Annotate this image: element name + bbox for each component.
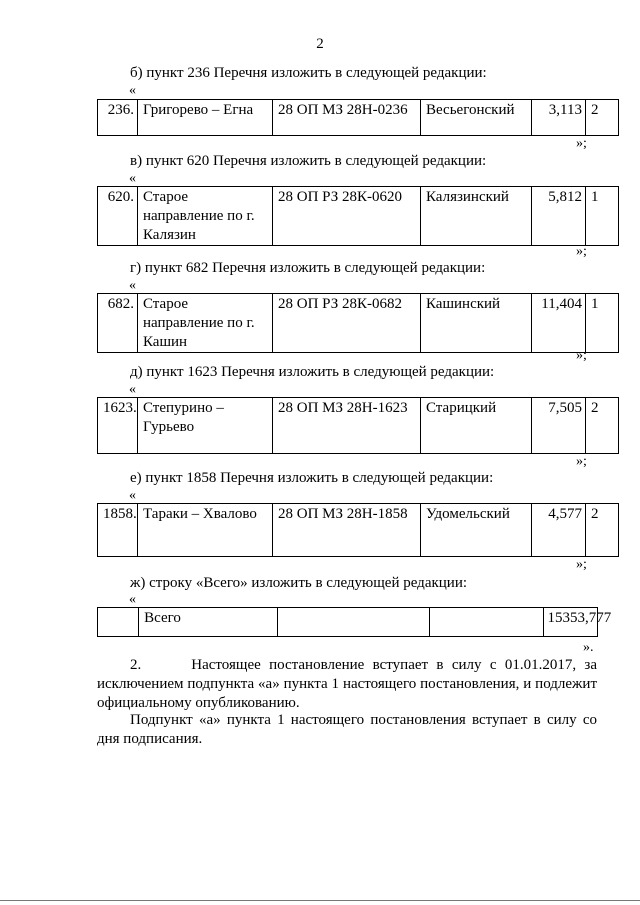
section-intro: ж) строку «Всего» изложить в следующей редакции:: [130, 575, 468, 591]
cell-category: 1: [586, 187, 619, 246]
cell-road-code: 28 ОП МЗ 28Н-1858: [273, 504, 421, 557]
cell-category: 2: [586, 100, 619, 136]
page-bottom-edge: [0, 900, 640, 901]
section-intro: в) пункт 620 Перечня изложить в следующей редакции:: [130, 153, 487, 169]
road-table: [97, 293, 619, 353]
cell-district: Удомельский: [421, 504, 532, 557]
cell-road-name: Старое направление по г. Кашин: [138, 294, 273, 353]
cell-number: [98, 608, 139, 637]
cell-length: 3,113: [532, 100, 586, 136]
close-quote: ».: [583, 640, 594, 655]
close-quote: »;: [576, 136, 587, 151]
open-quote: «: [129, 83, 136, 98]
open-quote: «: [129, 488, 136, 503]
cell-district: Калязинский: [421, 187, 532, 246]
cell-road-code: 28 ОП РЗ 28К-0620: [273, 187, 421, 246]
cell-road-code: 28 ОП МЗ 28Н-1623: [273, 398, 421, 454]
road-table: [97, 397, 619, 454]
section-intro: б) пункт 236 Перечня изложить в следующей редакции:: [130, 65, 487, 81]
cell-road-name: Григорево – Егна: [138, 100, 273, 136]
cell-length: 5,812: [532, 187, 586, 246]
cell-road-code: 28 ОП РЗ 28К-0682: [273, 294, 421, 353]
cell-category: 2: [586, 504, 619, 557]
cell-road-name: Старое направление по г. Калязин: [138, 187, 273, 246]
page-number: 2: [316, 36, 324, 52]
section-intro: д) пункт 1623 Перечня изложить в следующей редакции:: [130, 364, 495, 380]
cell-road-name: Тараки – Хвалово: [138, 504, 273, 557]
road-table: [97, 503, 619, 557]
table-row: [98, 294, 619, 353]
paragraph-3: Подпункт «а» пункта 1 настоящего постановления вступает в силу со дня подписания.: [97, 712, 597, 747]
cell-total-label: Всего: [139, 608, 278, 637]
open-quote: «: [129, 592, 136, 607]
close-quote: »;: [576, 557, 587, 572]
paragraph-2: 2. Настоящее постановление вступает в силу с 01.01.2017, за исключением подпункта «а» пункта 1 настоящего постановления, и подлежит официальному опубликованию.: [97, 657, 597, 711]
cell-road-code: 28 ОП МЗ 28Н-0236: [273, 100, 421, 136]
cell-district: [430, 608, 544, 637]
cell-number: 682.: [98, 294, 138, 353]
cell-length: 7,505: [532, 398, 586, 454]
section-intro: е) пункт 1858 Перечня изложить в следующей редакции:: [130, 470, 494, 486]
cell-number: 620.: [98, 187, 138, 246]
road-table: [97, 186, 619, 246]
cell-number: 1858.: [98, 504, 138, 557]
section-intro: г) пункт 682 Перечня изложить в следующей редакции:: [130, 260, 486, 276]
table-row: [98, 504, 619, 557]
cell-length: 4,577: [532, 504, 586, 557]
cell-district: Кашинский: [421, 294, 532, 353]
table-row: [98, 608, 598, 637]
table-row: [98, 187, 619, 246]
cell-category: 1: [586, 294, 619, 353]
open-quote: «: [129, 382, 136, 397]
cell-number: 1623.: [98, 398, 138, 454]
cell-district: Весьегонский: [421, 100, 532, 136]
table-row: [98, 398, 619, 454]
road-table: [97, 99, 619, 136]
total-table: [97, 607, 612, 637]
cell-road-code: [278, 608, 430, 637]
cell-length: 11,404: [532, 294, 586, 353]
cell-number: 236.: [98, 100, 138, 136]
table-row: [98, 100, 619, 136]
close-quote: »;: [576, 454, 587, 469]
open-quote: «: [129, 278, 136, 293]
cell-category: 2: [586, 398, 619, 454]
cell-road-name: Степурино – Гурьево: [138, 398, 273, 454]
cell-district: Старицкий: [421, 398, 532, 454]
cell-total-length: 15353,777: [544, 608, 598, 637]
close-quote: »;: [576, 244, 587, 259]
open-quote: «: [129, 171, 136, 186]
close-quote: »;: [576, 348, 587, 363]
